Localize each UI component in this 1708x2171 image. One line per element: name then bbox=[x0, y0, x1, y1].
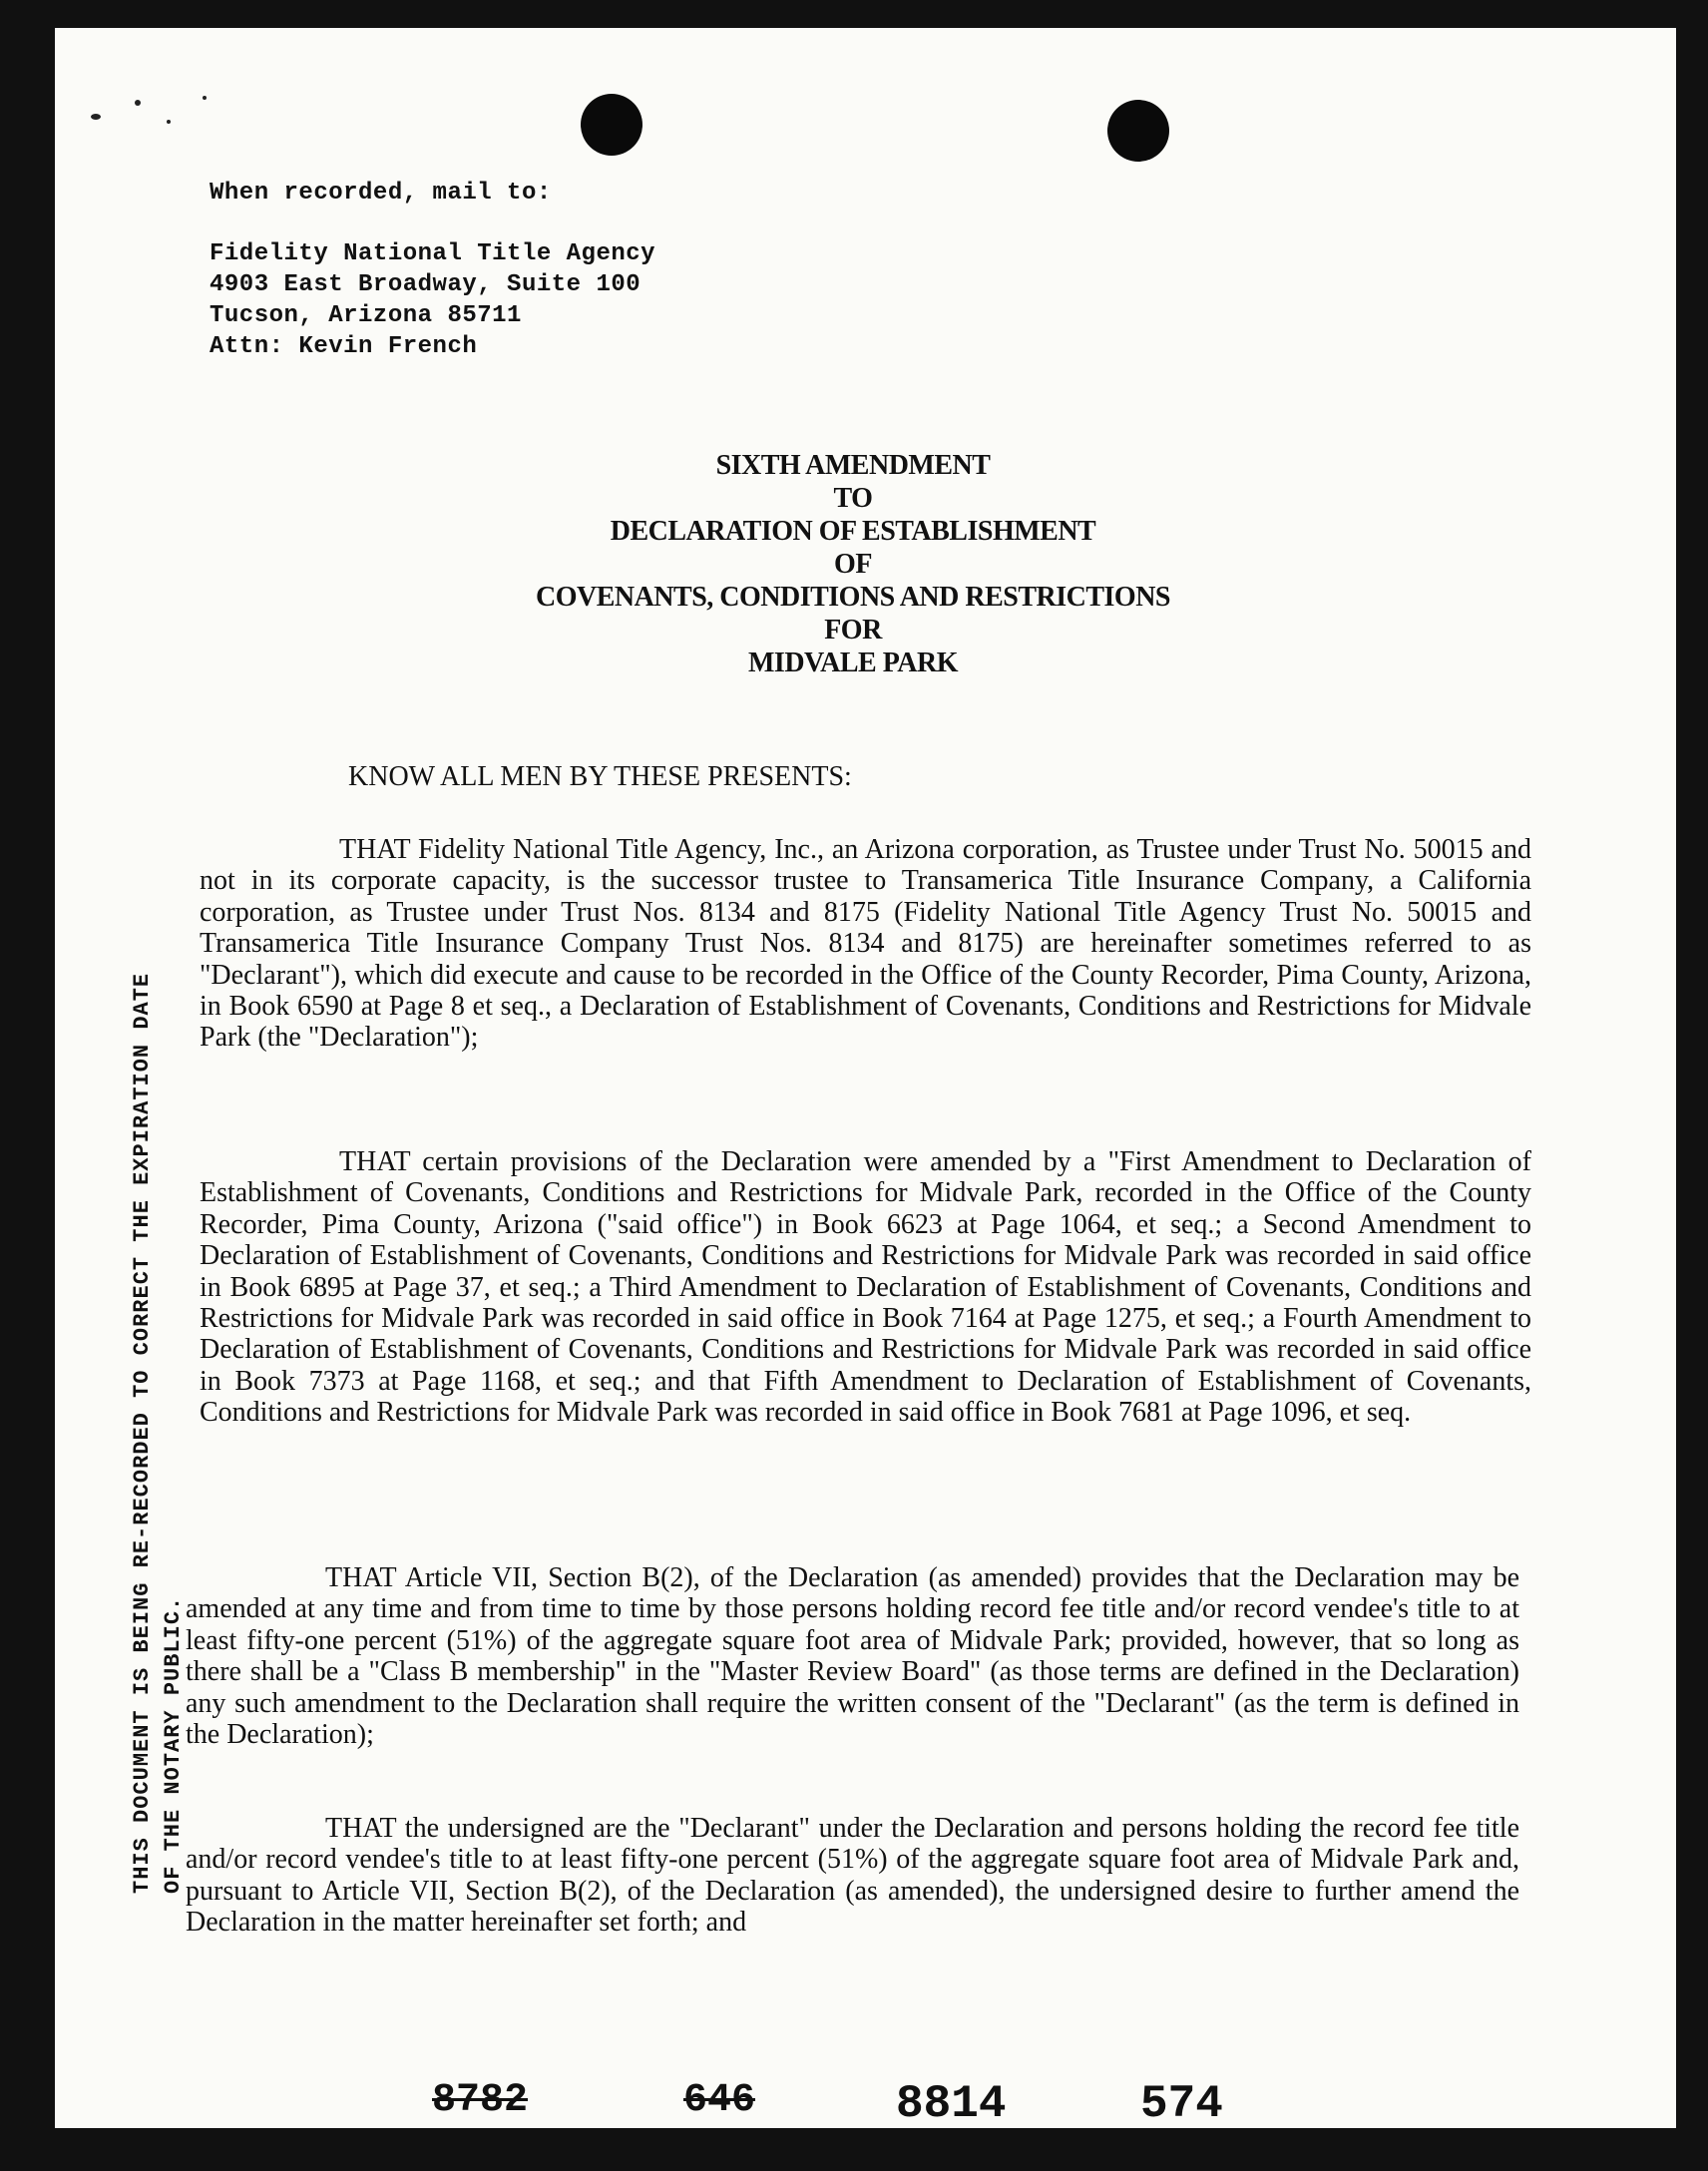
page-number: 574 bbox=[1140, 2078, 1223, 2130]
struck-book-number: 8782 bbox=[432, 2078, 529, 2123]
side-note-line-2: OF THE NOTARY PUBLIC. bbox=[161, 1595, 186, 1894]
book-number: 8814 bbox=[896, 2078, 1007, 2130]
intro-heading: KNOW ALL MEN BY THESE PRESENTS: bbox=[348, 761, 852, 792]
mail-to-attention: Attn: Kevin French bbox=[210, 333, 478, 360]
scan-speck bbox=[135, 100, 141, 106]
title-line: OF bbox=[834, 549, 872, 580]
scan-speck bbox=[91, 114, 101, 120]
document-page bbox=[55, 28, 1676, 2128]
scan-speck bbox=[203, 96, 207, 100]
document-title bbox=[354, 449, 1352, 679]
recording-numbers bbox=[55, 2078, 1676, 2138]
scan-speck bbox=[167, 120, 171, 124]
title-line: COVENANTS, CONDITIONS AND RESTRICTIONS bbox=[535, 582, 1171, 613]
punch-hole bbox=[1107, 100, 1169, 162]
mail-to-block bbox=[210, 178, 655, 362]
title-line: SIXTH AMENDMENT bbox=[715, 450, 991, 481]
recital-paragraph-4: THAT the undersigned are the "Declarant" under the Declaration and persons holding the record fee title and/or record vendee's title to at least fifty-one percent (51%) of the aggregate square foot area of Midvale Park and, pursuant to Article VII, Section B(2), of the Declaration (as amended), the undersigned desire to further amend the Declaration in the matter hereinafter set forth; and bbox=[186, 1813, 1519, 1939]
struck-page-number: 646 bbox=[683, 2078, 756, 2123]
recital-paragraph-3: THAT Article VII, Section B(2), of the Declaration (as amended) provides that the Declaration may be amended at any time and from time to time by those persons holding record fee title and/or record vendee's title to at least fifty-one percent (51%) of the aggregate square foot area of Midvale Park; provided, however, that so long as there shall be a "Class B membership" in the "Master Review Board" (as those terms are defined in the Declaration) any such amendment to the Declaration shall require the written consent of the "Declarant" (as the term is defined in the Declaration); bbox=[186, 1562, 1519, 1751]
side-note-line-1: THIS DOCUMENT IS BEING RE-RECORDED TO CORRECT THE EXPIRATION DATE bbox=[130, 972, 155, 1894]
mail-to-label: When recorded, mail to: bbox=[210, 180, 552, 207]
title-line: DECLARATION OF ESTABLISHMENT bbox=[610, 516, 1096, 547]
mail-to-address-1: 4903 East Broadway, Suite 100 bbox=[210, 271, 641, 298]
recital-paragraph-2: THAT certain provisions of the Declaration were amended by a "First Amendment to Declaration of Establishment of Covenants, Conditions and Restrictions for Midvale Park, recorded in the Office of the County Recorder, Pima County, Arizona ("said office") in Book 6623 at Page 1064, et seq.; a Second Amendment to Declaration of Establishment of Covenants, Conditions and Restrictions for Midvale Park was recorded in said office in Book 6895 at Page 37, et seq.; a Third Amendment to Declaration of Establishment of Covenants, Conditions and Restrictions for Midvale Park was recorded in said office in Book 7164 at Page 1275, et seq.; a Fourth Amendment to Declaration of Establishment of Covenants, Conditions and Restrictions for Midvale Park was recorded in said office in Book 7373 at Page 1168, et seq.; and that Fifth Amendment to Declaration of Establishment of Covenants, Conditions and Restrictions for Midvale Park was recorded in said office in Book 7681 at Page 1096, et seq. bbox=[200, 1146, 1531, 1429]
recital-paragraph-1: THAT Fidelity National Title Agency, Inc., an Arizona corporation, as Trustee under Trust No. 50015 and not in its corporate capacity, is the successor trustee to Transamerica Title Insurance Company, a California corporation, as Trustee under Trust Nos. 8134 and 8175 (Fidelity National Title Agency Trust No. 50015 and Transamerica Title Insurance Company Trust Nos. 8134 and 8175) are hereinafter sometimes referred to as "Declarant"), which did execute and cause to be recorded in the Office of the County Recorder, Pima County, Arizona, in Book 6590 at Page 8 et seq., a Declaration of Establishment of Covenants, Conditions and Restrictions for Midvale Park (the "Declaration"); bbox=[200, 834, 1531, 1054]
title-line: MIDVALE PARK bbox=[748, 648, 958, 678]
mail-to-address-2: Tucson, Arizona 85711 bbox=[210, 302, 522, 329]
title-line: FOR bbox=[824, 615, 882, 646]
side-note bbox=[127, 816, 189, 1894]
mail-to-name: Fidelity National Title Agency bbox=[210, 240, 656, 267]
punch-hole bbox=[581, 94, 642, 156]
title-line: TO bbox=[833, 483, 873, 514]
